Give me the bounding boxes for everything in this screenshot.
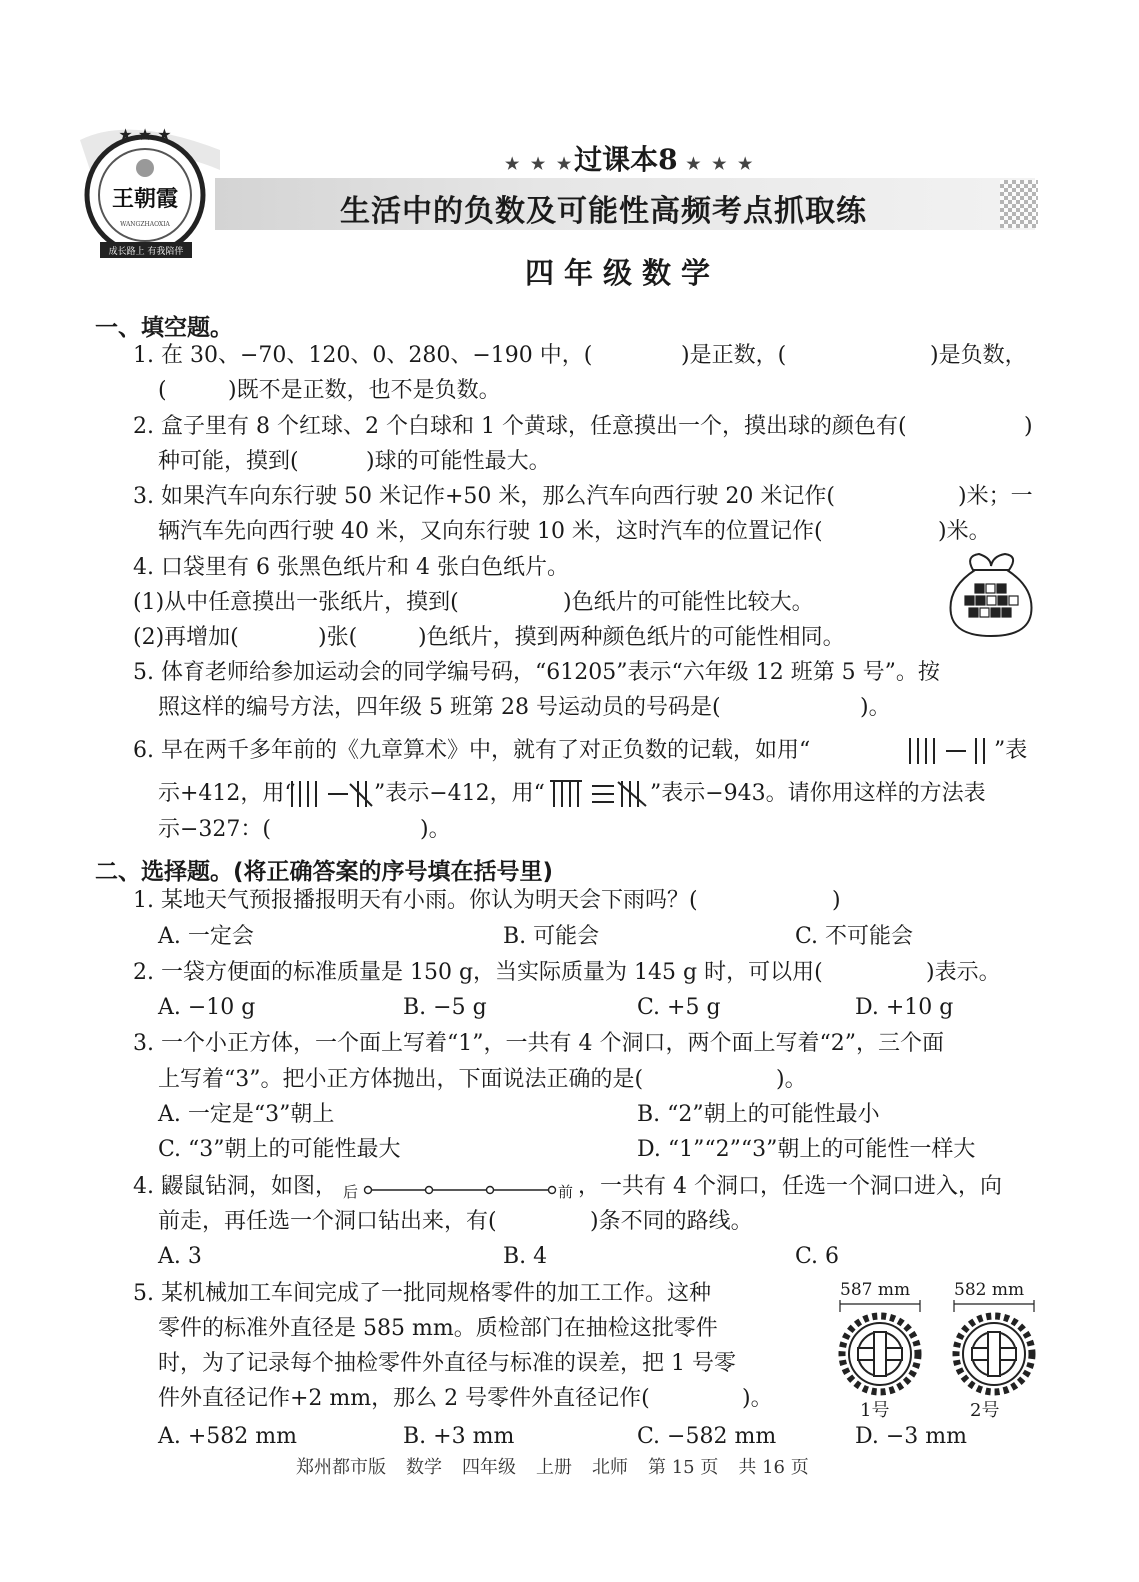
q4-sub2b: )张( <box>318 625 358 650</box>
section2-heading: 二、选择题。(将正确答案的序号填在括号里) <box>95 859 554 885</box>
tunnel-back-label: 后 <box>343 1183 359 1201</box>
part2-gear-icon <box>956 1316 1032 1392</box>
mc3-option-b: B. “2”朝上的可能性最小 <box>637 1102 880 1127</box>
q3-line2b: )米。 <box>938 519 991 544</box>
q1-line1a: 1. 在 30、−70、120、0、280、−190 中，( <box>133 343 593 368</box>
mc3-stem-close: )。 <box>776 1067 807 1092</box>
mc5-option-b: B. +3 mm <box>403 1424 515 1449</box>
page-footer <box>296 1453 829 1479</box>
part2-label: 2号 <box>970 1400 1000 1421</box>
mc2-stem-close: )表示。 <box>926 960 1001 985</box>
q5-line2b: )。 <box>860 695 891 720</box>
mc5-stem-line3: 时，为了记录每个抽检零件外直径与标准的误差，把 1 号零 <box>158 1351 736 1376</box>
page-title: 生活中的负数及可能性高频考点抓取练 <box>340 194 867 229</box>
part1-gear-icon <box>842 1316 918 1392</box>
q3-line2a: 辆汽车先向西行驶 40 米，又向东行驶 10 米，这时汽车的位置记作( <box>158 519 823 544</box>
q3-line1b: )米；一 <box>958 484 1033 509</box>
mc5-option-a: A. +582 mm <box>158 1424 298 1449</box>
mc2-option-c: C. +5 g <box>637 995 721 1020</box>
mc5-option-c: C. −582 mm <box>637 1424 777 1449</box>
logo-ring-text: WANGZHAOXIA <box>120 221 170 228</box>
q6-line2c: ”表示−943。请你用这样的方法表 <box>650 781 986 806</box>
q1-line1c: )是负数， <box>930 343 1027 368</box>
q5-line2a: 照这样的编号方法，四年级 5 班第 28 号运动员的号码是( <box>158 695 721 720</box>
mc3-option-a: A. 一定是“3”朝上 <box>158 1102 335 1127</box>
footer-total: 共 16 页 <box>738 1457 809 1478</box>
q4-sub1b: )色纸片的可能性比较大。 <box>563 590 814 615</box>
part1-label: 1号 <box>860 1400 890 1421</box>
q2-line2a: 种可能，摸到( <box>158 449 299 474</box>
mc3-stem-line2: 上写着“3”。把小正方体抛出，下面说法正确的是( <box>158 1067 644 1092</box>
q4-line1: 4. 口袋里有 6 张黑色纸片和 4 张白色纸片。 <box>133 555 569 580</box>
q2-line1b: ) <box>1024 414 1033 439</box>
mc5-stem-line2: 零件的标准外直径是 585 mm。质检部门在抽检这批零件 <box>158 1316 718 1341</box>
part2-size-label: 582 mm <box>954 1280 1025 1300</box>
mc5-stem-line4a: 件外直径记作+2 mm，那么 2 号零件外直径记作( <box>158 1386 650 1411</box>
parts-diagram <box>832 1298 1042 1398</box>
q1-line2b: )既不是正数，也不是负数。 <box>228 378 501 403</box>
rod-numeral-plus412 <box>904 735 994 767</box>
svg-text:★ ★ ★: ★ ★ ★ <box>118 125 172 144</box>
q6-line1b: ”表 <box>994 738 1028 763</box>
mc5-option-d: D. −3 mm <box>855 1424 967 1449</box>
mc1-stem-close: ) <box>832 888 841 913</box>
q6-line3a: 示−327：( <box>158 817 272 842</box>
brand-logo <box>70 110 220 270</box>
mc3-option-c: C. “3”朝上的可能性最大 <box>158 1137 401 1162</box>
mc4-stem-line1b: ，一共有 4 个洞口，任选一个洞口进入，向 <box>578 1174 1002 1199</box>
q4-sub1a: (1)从中任意摸出一张纸片，摸到( <box>133 590 459 615</box>
mc2-option-b: B. −5 g <box>403 995 487 1020</box>
q4-sub2c: )色纸片，摸到两种颜色纸片的可能性相同。 <box>418 625 845 650</box>
footer-publisher: 北师 <box>592 1457 628 1478</box>
footer-subject: 数学 <box>406 1457 442 1478</box>
q3-line1a: 3. 如果汽车向东行驶 50 米记作+50 米，那么汽车向西行驶 20 米记作( <box>133 484 835 509</box>
footer-grade: 四年级 <box>462 1457 516 1478</box>
mc2-option-a: A. −10 g <box>158 995 256 1020</box>
mc2-option-d: D. +10 g <box>855 995 954 1020</box>
q6-line2b: ”表示−412，用“ <box>374 781 545 806</box>
section1-heading: 一、填空题。 <box>95 315 233 341</box>
mc1-stem: 1. 某地天气预报播报明天有小雨。你认为明天会下雨吗？( <box>133 888 698 913</box>
mc5-stem-line4b: )。 <box>742 1386 773 1411</box>
logo-name: 王朝霞 <box>111 186 179 212</box>
mc1-option-c: C. 不可能会 <box>795 924 914 949</box>
series-title: ★ ★ ★过课本8 ★ ★ ★ <box>505 143 756 176</box>
q2-line1a: 2. 盒子里有 8 个红球、2 个白球和 1 个黄球，任意摸出一个，摸出球的颜色有( <box>133 414 907 439</box>
q6-line1a: 6. 早在两千多年前的《九章算术》中，就有了对正负数的记载，如用“ <box>133 738 811 763</box>
mc3-option-d: D. “1”“2”“3”朝上的可能性一样大 <box>637 1137 976 1162</box>
rod-numeral-minus943 <box>548 778 650 810</box>
footer-page: 第 15 页 <box>648 1457 719 1478</box>
checker-decoration <box>1000 180 1038 228</box>
footer-edition: 郑州都市版 <box>296 1457 386 1478</box>
grade-subject: 四年级数学 <box>525 256 721 290</box>
q1-line2a: ( <box>158 378 167 403</box>
mc4-option-b: B. 4 <box>503 1244 548 1269</box>
mc3-stem-line1: 3. 一个小正方体，一个面上写着“1”，一共有 4 个洞口，两个面上写着“2”，三个面 <box>133 1031 944 1056</box>
footer-term: 上册 <box>536 1457 572 1478</box>
mc4-option-c: C. 6 <box>795 1244 840 1269</box>
mc2-stem: 2. 一袋方便面的标准质量是 150 g，当实际质量为 145 g 时，可以用( <box>133 960 823 985</box>
mc5-stem-line1: 5. 某机械加工车间完成了一批同规格零件的加工工作。这种 <box>133 1281 711 1306</box>
mc4-option-a: A. 3 <box>158 1244 202 1269</box>
part1-size-label: 587 mm <box>840 1280 911 1300</box>
rod-numeral-minus412 <box>286 778 376 810</box>
paper-bag-illustration <box>945 548 1037 640</box>
q1-line1b: )是正数，( <box>681 343 787 368</box>
q6-line3b: )。 <box>420 817 451 842</box>
tunnel-diagram <box>362 1180 562 1200</box>
q6-line2a: 示+412，用“ <box>158 781 296 806</box>
logo-slogan: 成长路上 有我陪伴 <box>108 247 184 257</box>
mc4-stem-line2b: )条不同的路线。 <box>590 1209 753 1234</box>
mc1-option-a: A. 一定会 <box>158 924 254 949</box>
q4-sub2a: (2)再增加( <box>133 625 239 650</box>
tunnel-front-label: 前 <box>558 1183 574 1201</box>
q5-line1: 5. 体育老师给参加运动会的同学编号码，“61205”表示“六年级 12 班第 5 号”。按 <box>133 660 940 685</box>
mc4-stem-line2a: 前走，再任选一个洞口钻出来，有( <box>158 1209 497 1234</box>
q2-line2b: )球的可能性最大。 <box>366 449 551 474</box>
mc1-option-b: B. 可能会 <box>503 924 600 949</box>
mc4-stem-line1a: 4. 鼹鼠钻洞，如图， <box>133 1174 337 1199</box>
